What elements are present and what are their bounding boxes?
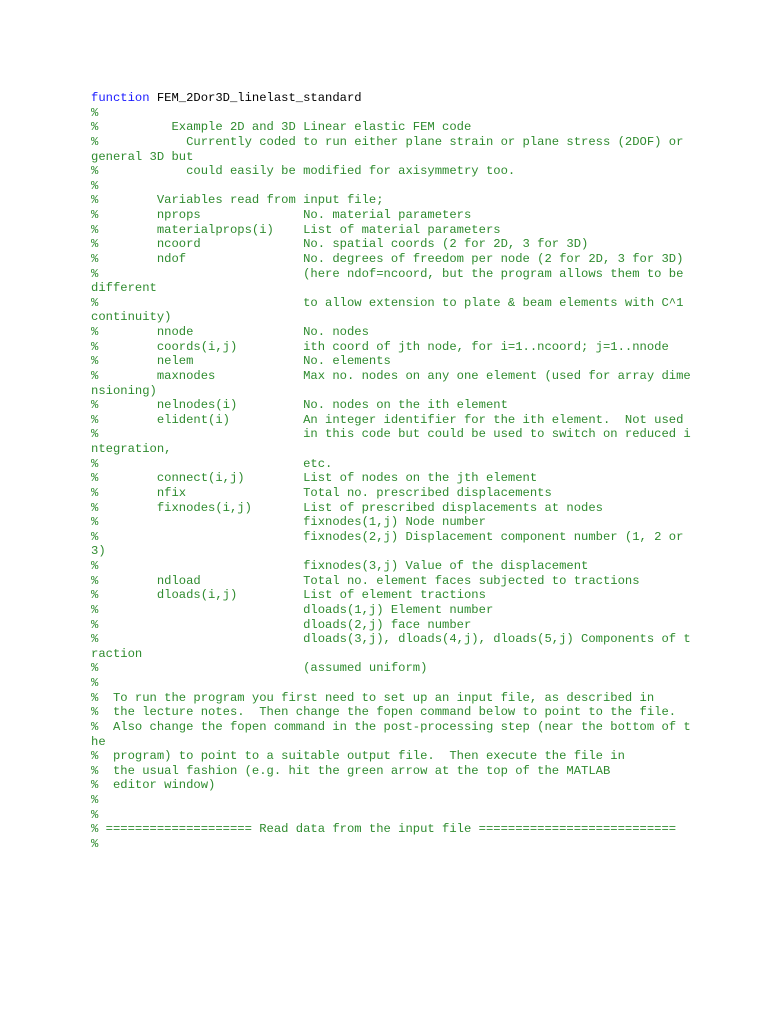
- comment-line: % maxnodes Max no. nodes on any one element (used for array dimensioning): [91, 368, 691, 398]
- comment-line: % ==================== Read data from the input file ===========================: [91, 822, 677, 837]
- comment-line: % nfix Total no. prescribed displacements: [91, 485, 552, 500]
- comment-line: % the usual fashion (e.g. hit the green arrow at the top of the MATLAB: [91, 763, 611, 778]
- comment-line: % materialprops(i) List of material parameters: [91, 222, 501, 237]
- comment-line: % editor window): [91, 778, 216, 793]
- comment-line: % To run the program you first need to set up an input file, as described in: [91, 690, 655, 705]
- comment-line: % ncoord No. spatial coords (2 for 2D, 3 for 3D): [91, 237, 589, 252]
- comment-line: %: [91, 836, 99, 851]
- comment-line: % etc.: [91, 456, 333, 471]
- comment-line: % fixnodes(i,j) List of prescribed displacements at nodes: [91, 500, 603, 515]
- function-name: FEM_2Dor3D_linelast_standard: [149, 91, 362, 105]
- comment-line: % dloads(1,j) Element number: [91, 602, 494, 617]
- comment-line: %: [91, 793, 99, 807]
- comment-line: % program) to point to a suitable output file. Then execute the file in: [91, 749, 625, 764]
- comment-line: % nprops No. material parameters: [91, 208, 472, 222]
- comment-line: % nelnodes(i) No. nodes on the ith element: [91, 398, 508, 413]
- function-keyword: function: [91, 91, 150, 105]
- comment-line: % Variables read from input file;: [91, 193, 384, 208]
- comment-line: %: [91, 807, 99, 822]
- comment-line: % connect(i,j) List of nodes on the jth element: [91, 471, 538, 486]
- comment-line: % (here ndof=ncoord, but the program allows them to be different: [91, 266, 691, 296]
- comment-line: %: [91, 105, 99, 120]
- comment-line: % ndload Total no. element faces subjected to tractions: [91, 573, 640, 588]
- comment-line: % the lecture notes. Then change the fopen command below to point to the file.: [91, 705, 677, 720]
- comment-line: % nnode No. nodes: [91, 325, 369, 339]
- comment-line: % elident(i) An integer identifier for the ith element. Not used: [91, 412, 684, 427]
- comment-line: % dloads(i,j) List of element tractions: [91, 588, 486, 603]
- comment-line: % nelem No. elements: [91, 354, 391, 369]
- comment-block: [91, 106, 691, 852]
- comment-line: % dloads(2,j) face number: [91, 617, 472, 632]
- comment-line: % fixnodes(2,j) Displacement component number (1, 2 or 3): [91, 529, 691, 559]
- comment-line: % to allow extension to plate & beam elements with C^1 continuity): [91, 295, 691, 325]
- function-declaration: [91, 91, 691, 106]
- comment-line: % Example 2D and 3D Linear elastic FEM code: [91, 120, 472, 135]
- code-listing: [91, 91, 691, 852]
- comment-line: % fixnodes(1,j) Node number: [91, 515, 486, 530]
- comment-line: % fixnodes(3,j) Value of the displacement: [91, 559, 589, 573]
- comment-line: % Also change the fopen command in the post-processing step (near the bottom of the: [91, 719, 691, 749]
- comment-line: % (assumed uniform): [91, 661, 428, 676]
- comment-line: % could easily be modified for axisymmetry too.: [91, 164, 516, 179]
- comment-line: %: [91, 676, 99, 690]
- comment-line: % coords(i,j) ith coord of jth node, for i=1..ncoord; j=1..nnode: [91, 339, 669, 354]
- comment-line: % dloads(3,j), dloads(4,j), dloads(5,j) Components of traction: [91, 632, 691, 661]
- comment-line: %: [91, 178, 99, 193]
- comment-line: % Currently coded to run either plane strain or plane stress (2DOF) or general 3D but: [91, 134, 691, 164]
- comment-line: % in this code but could be used to switch on reduced integration,: [91, 427, 691, 456]
- comment-line: % ndof No. degrees of freedom per node (2 for 2D, 3 for 3D): [91, 251, 684, 266]
